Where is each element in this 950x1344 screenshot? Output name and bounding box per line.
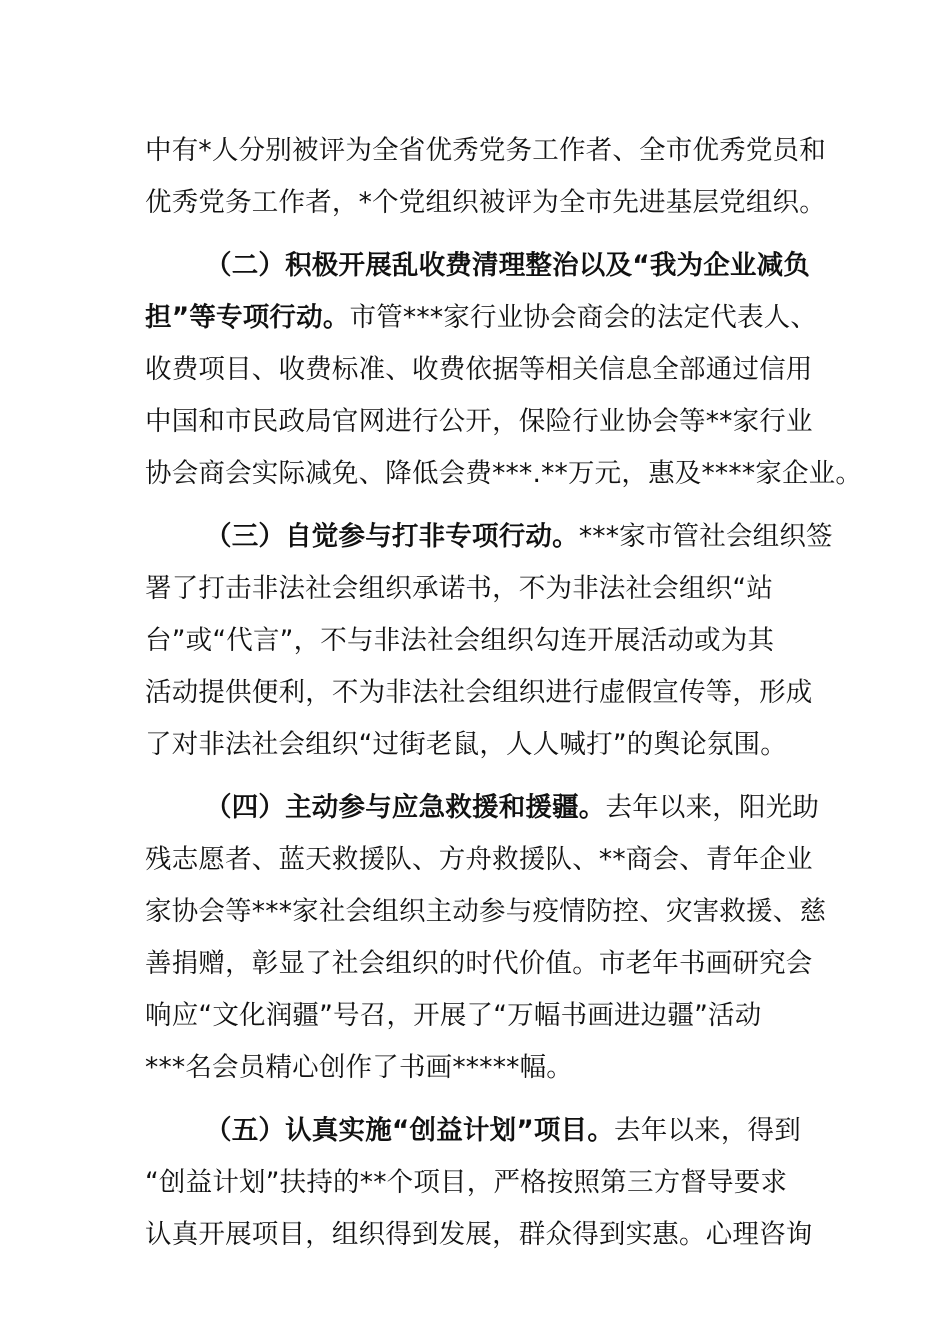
text-run: 去年以来，得到 bbox=[614, 1115, 801, 1146]
text-line bbox=[145, 511, 833, 563]
paragraph-anti-illegal bbox=[145, 511, 833, 771]
text-line: 台”或“代言”，不与非法社会组织勾连开展活动或为其 bbox=[145, 625, 775, 656]
text-line: 署了打击非法社会组织承诺书，不为非法社会组织“站 bbox=[145, 573, 774, 604]
text-line: 善捐赠，彰显了社会组织的时代价值。市老年书画研究会 bbox=[145, 948, 813, 979]
text-line: 响应“文化润疆”号召，开展了“万幅书画进边疆”活动 bbox=[145, 1000, 762, 1031]
text-line: 协会商会实际减免、降低会费***.**万元，惠及****家企业。 bbox=[145, 458, 863, 489]
paragraph-awards bbox=[145, 125, 826, 229]
section-heading: 担”等专项行动。 bbox=[145, 302, 350, 333]
text-line bbox=[145, 292, 818, 344]
text-line: 家协会等***家社会组织主动参与疫情防控、灾害救援、慈 bbox=[145, 896, 827, 927]
paragraph-emergency-rescue bbox=[145, 782, 827, 1094]
text-line: 优秀党务工作者，*个党组织被评为全市先进基层党组织。 bbox=[145, 187, 826, 218]
section-heading: （三）自觉参与打非专项行动。 bbox=[205, 521, 579, 552]
text-line: 活动提供便利，不为非法社会组织进行虚假宣传等，形成 bbox=[145, 677, 813, 708]
paragraph-fee-rectification bbox=[145, 240, 863, 500]
text-line: 了对非法社会组织“过街老鼠，人人喊打”的舆论氛围。 bbox=[145, 729, 787, 760]
text-run: 去年以来，阳光助 bbox=[605, 792, 820, 823]
section-heading: （四）主动参与应急救援和援疆。 bbox=[205, 792, 606, 823]
text-line: “创益计划”扶持的**个项目，严格按照第三方督导要求 bbox=[145, 1167, 788, 1198]
text-line: 残志愿者、蓝天救援队、方舟救援队、**商会、青年企业 bbox=[145, 844, 813, 875]
section-heading: （二）积极开展乱收费清理整治以及“我为企业减负 bbox=[205, 250, 811, 281]
text-run: ***家市管社会组织签 bbox=[578, 521, 833, 552]
text-line bbox=[145, 1105, 810, 1157]
text-line: 收费项目、收费标准、收费依据等相关信息全部通过信用 bbox=[145, 354, 813, 385]
paragraph-benefit-plan bbox=[145, 1105, 813, 1261]
text-line: ***名会员精心创作了书画*****幅。 bbox=[145, 1052, 573, 1083]
text-run: 市管***家行业协会商会的法定代表人、 bbox=[349, 302, 818, 333]
text-line bbox=[145, 782, 820, 834]
section-heading: （五）认真实施“创益计划”项目。 bbox=[205, 1115, 615, 1146]
text-line: 中有*人分别被评为全省优秀党务工作者、全市优秀党员和 bbox=[145, 135, 826, 166]
text-line: 中国和市民政局官网进行公开，保险行业协会等**家行业 bbox=[145, 406, 813, 437]
document-body bbox=[145, 125, 863, 1261]
text-line: 认真开展项目，组织得到发展，群众得到实惠。心理咨询 bbox=[145, 1219, 813, 1250]
